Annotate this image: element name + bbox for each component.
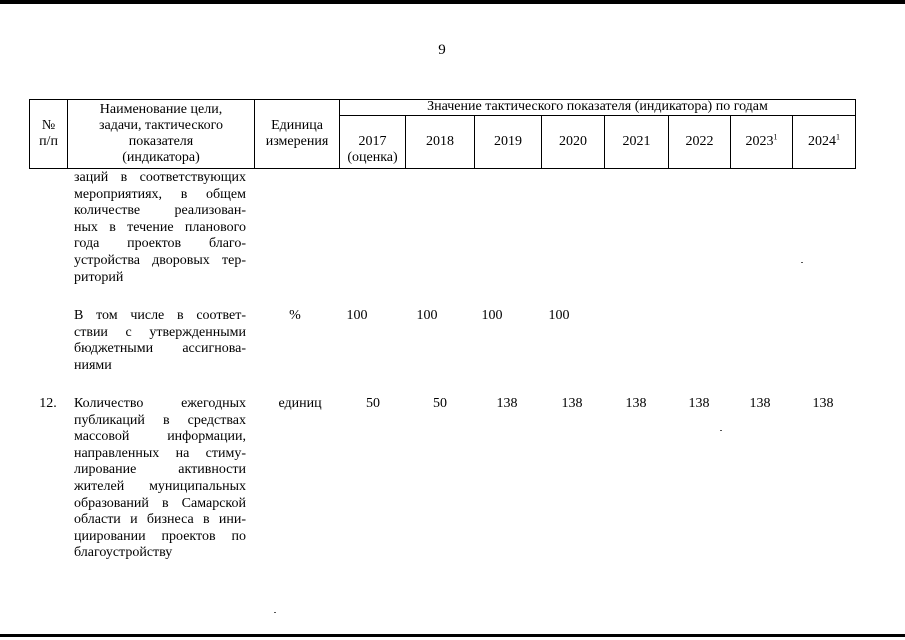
value-2017: 50 xyxy=(366,396,380,411)
scan-speck xyxy=(801,262,803,263)
row-number: 12. xyxy=(39,396,57,411)
header-unit-col: Единица измерения xyxy=(265,118,329,149)
value-2020: 138 xyxy=(561,396,583,411)
header-values-group: Значение тактического показателя (индикатора) по годам xyxy=(427,99,768,114)
bottom-border xyxy=(0,634,905,637)
header-year-2019: 2019 xyxy=(494,134,522,149)
value-2023: 138 xyxy=(749,396,771,411)
row-name-text: Количество ежегодных публикаций в средствах массовой информации, направленных на стиму- лирование активности жителей муниципальных образований в Самарской области и бизнеса в ини- циировании проектов по благоустройству xyxy=(74,396,246,561)
value-2018: 50 xyxy=(433,396,447,411)
header-year-2022: 2022 xyxy=(685,134,714,149)
top-border xyxy=(0,0,905,4)
header-bottom-rule xyxy=(29,168,856,169)
value-2024: 138 xyxy=(812,396,834,411)
header-year-2024: 2024$^1$ xyxy=(808,132,840,149)
row-unit: % xyxy=(289,308,301,323)
header-number-col: № п/п xyxy=(39,118,58,149)
header-year-2023: 2023$^1$ xyxy=(745,132,778,149)
header-year-2021: 2021 xyxy=(622,134,651,149)
scan-speck xyxy=(720,430,722,431)
value-2019: 138 xyxy=(496,396,518,411)
scan-speck xyxy=(274,612,276,613)
years-group-rule xyxy=(339,115,856,116)
header-year-2020: 2020 xyxy=(559,134,587,149)
value-2017: 100 xyxy=(346,308,368,323)
row-name-text: заций в соответствующих мероприятиях, в общем количестве реализован- ных в течение планового года проектов благо- устройства дворовых тер- риторий xyxy=(74,170,246,285)
page-number: 9 xyxy=(438,42,446,58)
value-2022: 138 xyxy=(688,396,710,411)
value-2019: 100 xyxy=(481,308,503,323)
header-year-2018: 2018 xyxy=(426,134,454,149)
row-unit: единиц xyxy=(278,396,322,411)
value-2020: 100 xyxy=(548,308,570,323)
header-name-col: Наименование цели, задачи, тактического показателя (индикатора) xyxy=(98,102,224,165)
header-year-2017: 2017 (оценка) xyxy=(347,134,398,165)
row-name-text: В том числе в соответ- ствии с утвержденными бюджетными ассигнова- ниями xyxy=(74,308,246,373)
value-2021: 138 xyxy=(625,396,647,411)
value-2018: 100 xyxy=(416,308,438,323)
